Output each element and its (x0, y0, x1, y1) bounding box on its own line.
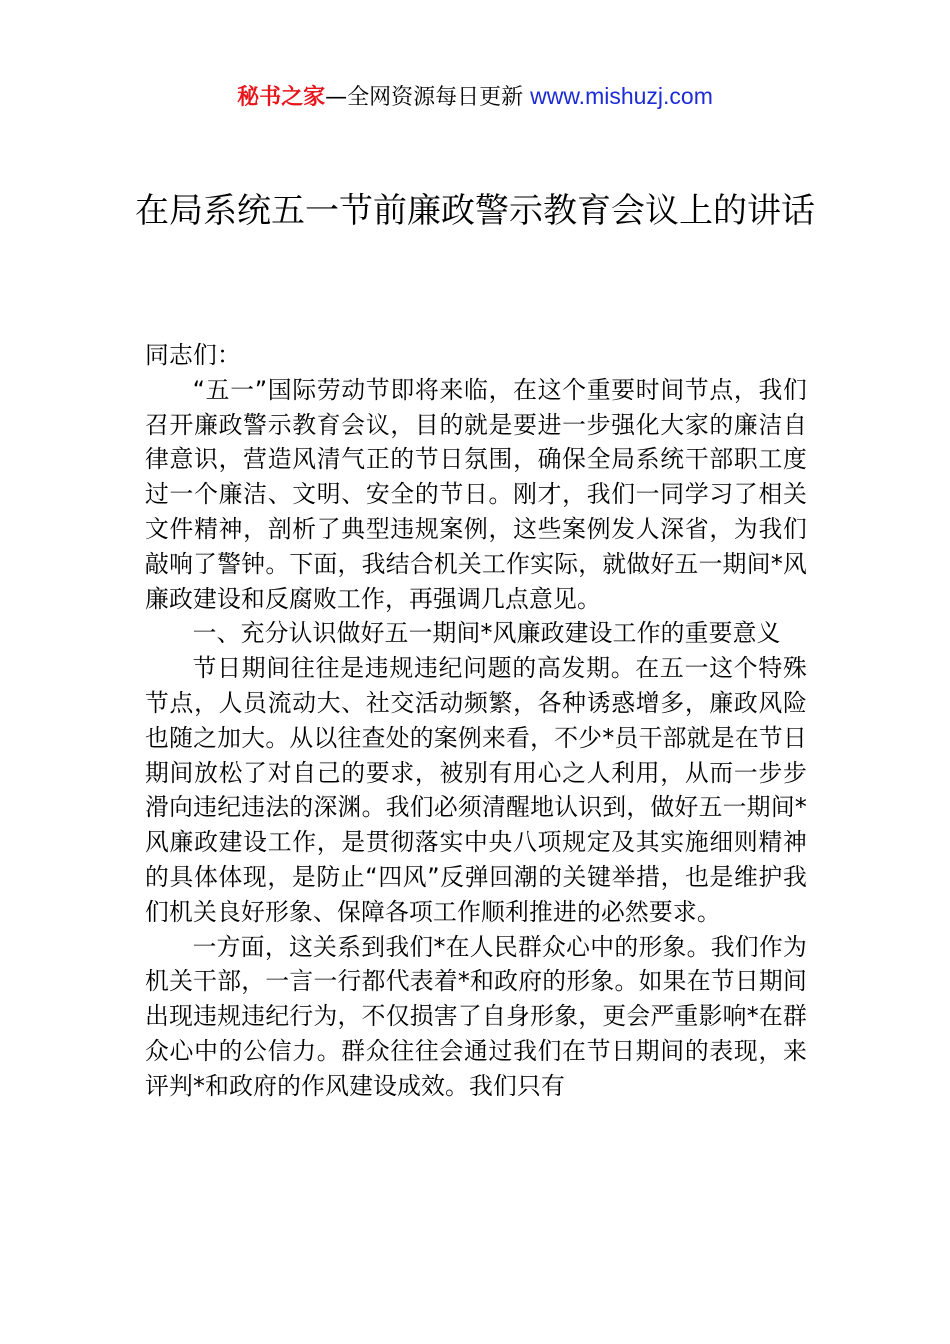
salutation: 同志们： (145, 341, 241, 369)
brand-name: 秘书之家 (237, 85, 326, 110)
site-header (0, 80, 950, 114)
section-heading-1: 一、充分认识做好五一期间*风廉政建设工作的重要意义 (192, 619, 781, 648)
document-title: 在局系统五一节前廉政警示教育会议上的讲话 (135, 191, 815, 231)
site-url-link[interactable]: www.mishuzj.com (530, 83, 713, 109)
paragraph-body: 节日期间往往是违规违纪问题的高发期。在五一这个特殊节点，人员流动大、社交活动频繁，各种诱惑增多，廉政风险也随之加大。从以往查处的案例来看，不少*员干部就是在节日期间放松了对自己的要求，被别有用心之人利用，从而一步步滑向违纪违法的深渊。我们必须清醒地认识到，做好五一期间*风廉政建设工作，是贯彻落实中央八项规定及其实施细则精神的具体体现，是防止“四风”反弹回潮的关键举措，也是维护我们机关良好形象、保障各项工作顺利推进的必然要求。 (145, 654, 807, 926)
document-body (145, 338, 807, 1104)
paragraph-intro: “五一”国际劳动节即将来临，在这个重要时间节点，我们召开廉政警示教育会议，目的就是要进一步强化大家的廉洁自律意识，营造风清气正的节日氛围，确保全局系统干部职工度过一个廉洁、文明、安全的节日。刚才，我们一同学习了相关文件精神，剖析了典型违规案例，这些案例发人深省，为我们敲响了警钟。下面，我结合机关工作实际，就做好五一期间*风廉政建设和反腐败工作，再强调几点意见。 (145, 375, 807, 613)
paragraph-body: 一方面，这关系到我们*在人民群众心中的形象。我们作为机关干部，一言一行都代表着*和政府的形象。如果在节日期间出现违规违纪行为，不仅损害了自身形象，更会严重影响*在群众心中的公信力。群众往往会通过我们在节日期间的表现，来评判*和政府的作风建设成效。我们只有 (145, 932, 807, 1100)
header-tagline: —全网资源每日更新 (325, 85, 531, 110)
